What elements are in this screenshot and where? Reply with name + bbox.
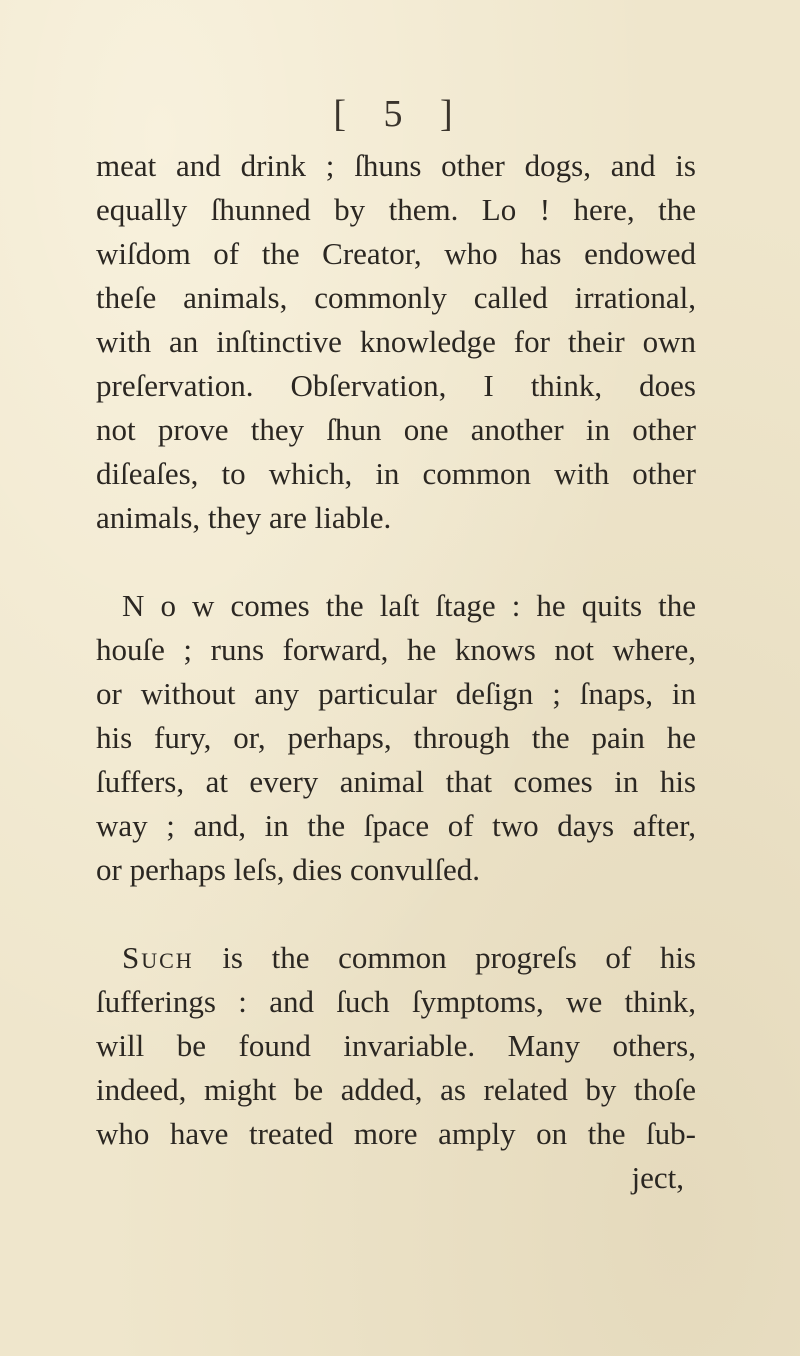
text-line: meat and drink ; ſhuns other dogs, and is — [96, 148, 696, 183]
text-line: indeed, might be added, as related by thoſe — [96, 1072, 696, 1107]
text-line: wiſdom of the Creator, who has endowed — [96, 236, 696, 271]
text-line: houſe ; runs forward, he knows not where, — [96, 632, 696, 667]
text-line — [96, 584, 696, 628]
text-line-rest: is the common progreſs of his — [193, 940, 696, 975]
text-line: with an inſtinctive knowledge for their own — [96, 324, 696, 359]
text-line: animals, they are liable. — [96, 500, 392, 535]
text-line: ſufferings : and ſuch ſymptoms, we think, — [96, 984, 696, 1019]
body-text — [96, 144, 696, 1200]
catchword: ject, — [631, 1160, 684, 1195]
paragraph-gap — [96, 892, 696, 936]
paragraph-lead-word: Such — [122, 940, 194, 975]
text-line: his fury, or, perhaps, through the pain he — [96, 720, 696, 755]
paragraph-2 — [96, 584, 696, 892]
text-line: or perhaps leſs, dies convulſed. — [96, 852, 480, 887]
text-line: not prove they ſhun one another in other — [96, 412, 696, 447]
text-line: equally ſhunned by them. Lo ! here, the — [96, 192, 696, 227]
text-line: way ; and, in the ſpace of two days after, — [96, 808, 696, 843]
paragraph-gap — [96, 540, 696, 584]
paragraph-3 — [96, 936, 696, 1156]
text-line — [96, 936, 696, 980]
text-line: diſeaſes, to which, in common with other — [96, 456, 696, 491]
paragraph-lead-word: N o w — [122, 588, 215, 623]
text-line: or without any particular deſign ; ſnaps, in — [96, 676, 696, 711]
text-line: will be found invariable. Many others, — [96, 1028, 696, 1063]
text-line-rest: comes the laſt ſtage : he quits the — [214, 588, 696, 623]
text-line: who have treated more amply on the ſub- — [96, 1116, 696, 1151]
paragraph-1 — [96, 144, 696, 540]
text-line: ſuffers, at every animal that comes in his — [96, 764, 696, 799]
text-line: theſe animals, commonly called irrational, — [96, 280, 696, 315]
page-number: [ 5 ] — [333, 93, 467, 135]
text-line: preſervation. Obſervation, I think, does — [96, 368, 696, 403]
